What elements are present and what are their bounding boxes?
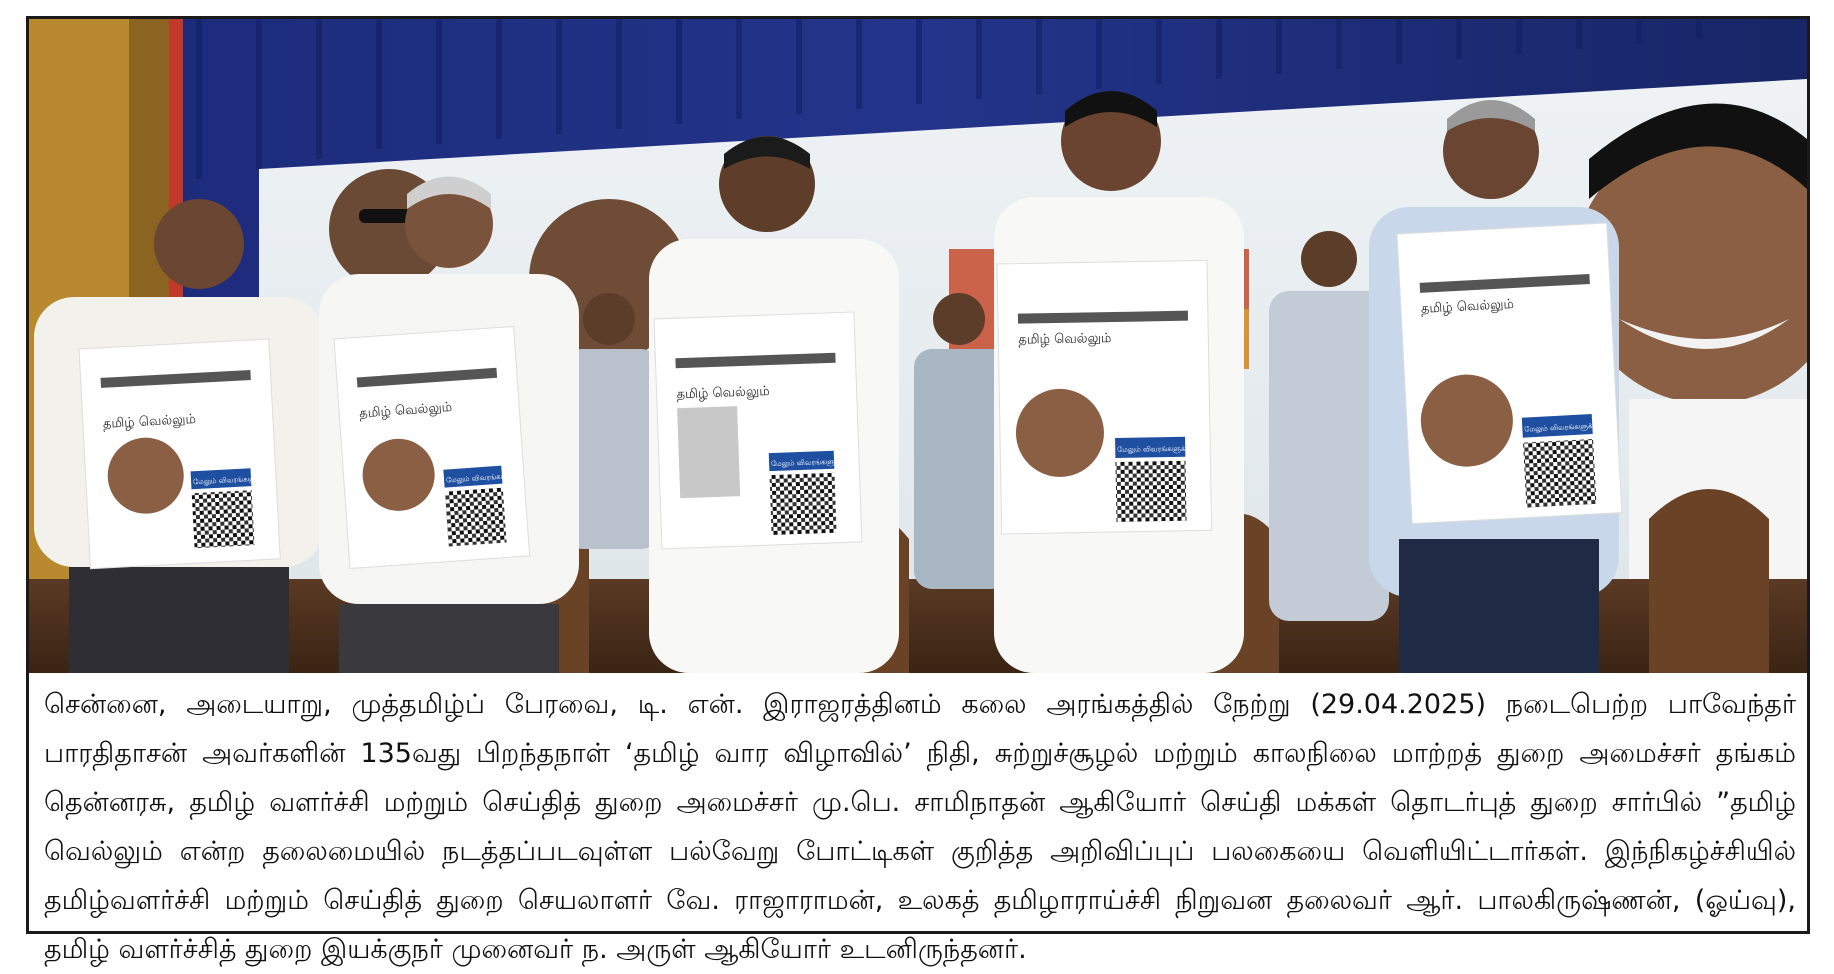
caption-text: சென்னை, அடையாறு, முத்தமிழ்ப் பேரவை, டி. என். இராஜரத்தினம் கலை அரங்கத்தில் நேற்று (29.04.2025) நடைபெற்ற பாவேந்தர் பாரதிதாசன் அவர்களின் 135வது பிறந்தநாள் ‘தமிழ் வார விழாவில்’ நிதி, சுற்றுச்சூழல் மற்றும் காலநிலை மாற்றத் துறை அமைச்சர் தங்கம் தென்னரசு, தமிழ் வளர்ச்சி மற்றும் செய்தித் துறை அமைச்சர் மு.பெ. சாமிநாதன் ஆகியோர் செய்தி மக்கள் தொடர்புத் துறை சார்பில் ”தமிழ் வெல்லும் என்ற தலைமையில் நடத்தப்படவுள்ள பல்வேறு போட்டிகள் குறித்த அறிவிப்புப் பலகையை வெளியிட்டார்கள். இந்நிகழ்ச்சியில் தமிழ்வளர்ச்சி மற்றும் செய்தித் துறை செயலாளர் வே. ராஜாராமன், உலகத் தமிழாராய்ச்சி நிறுவன தலைவர் ஆர். பாலகிருஷ்ணன், (ஓய்வு), தமிழ் வளர்ச்சித் துறை இயக்குநர் முனைவர் ந. அருள் ஆகியோர் உடனிருந்தனர். <box>44 689 1796 965</box>
board-qr-label: மேலும் விவரங்களுக்கு <box>1117 444 1192 454</box>
event-photo <box>29 19 1807 673</box>
board-heading: தமிழ் வெல்லும் <box>1018 331 1112 348</box>
board-heading: தமிழ் வெல்லும் <box>102 411 197 432</box>
board-qr-label: மேலும் விவரங்களுக்கு <box>1524 421 1599 434</box>
board-qr-label: மேலும் விவரங்களுக்கு <box>445 471 521 485</box>
board-heading: தமிழ் வெல்லும் <box>358 399 453 422</box>
board-qr-label: மேலும் விவரங்களுக்கு <box>192 474 268 487</box>
board-heading: தமிழ் வெல்லும் <box>1420 296 1515 317</box>
board-qr-label: மேலும் விவரங்களுக்கு <box>770 457 846 468</box>
board-heading: தமிழ் வெல்லும் <box>676 384 770 403</box>
photo-caption <box>44 680 1796 965</box>
event-photo-graphic <box>29 19 1807 673</box>
